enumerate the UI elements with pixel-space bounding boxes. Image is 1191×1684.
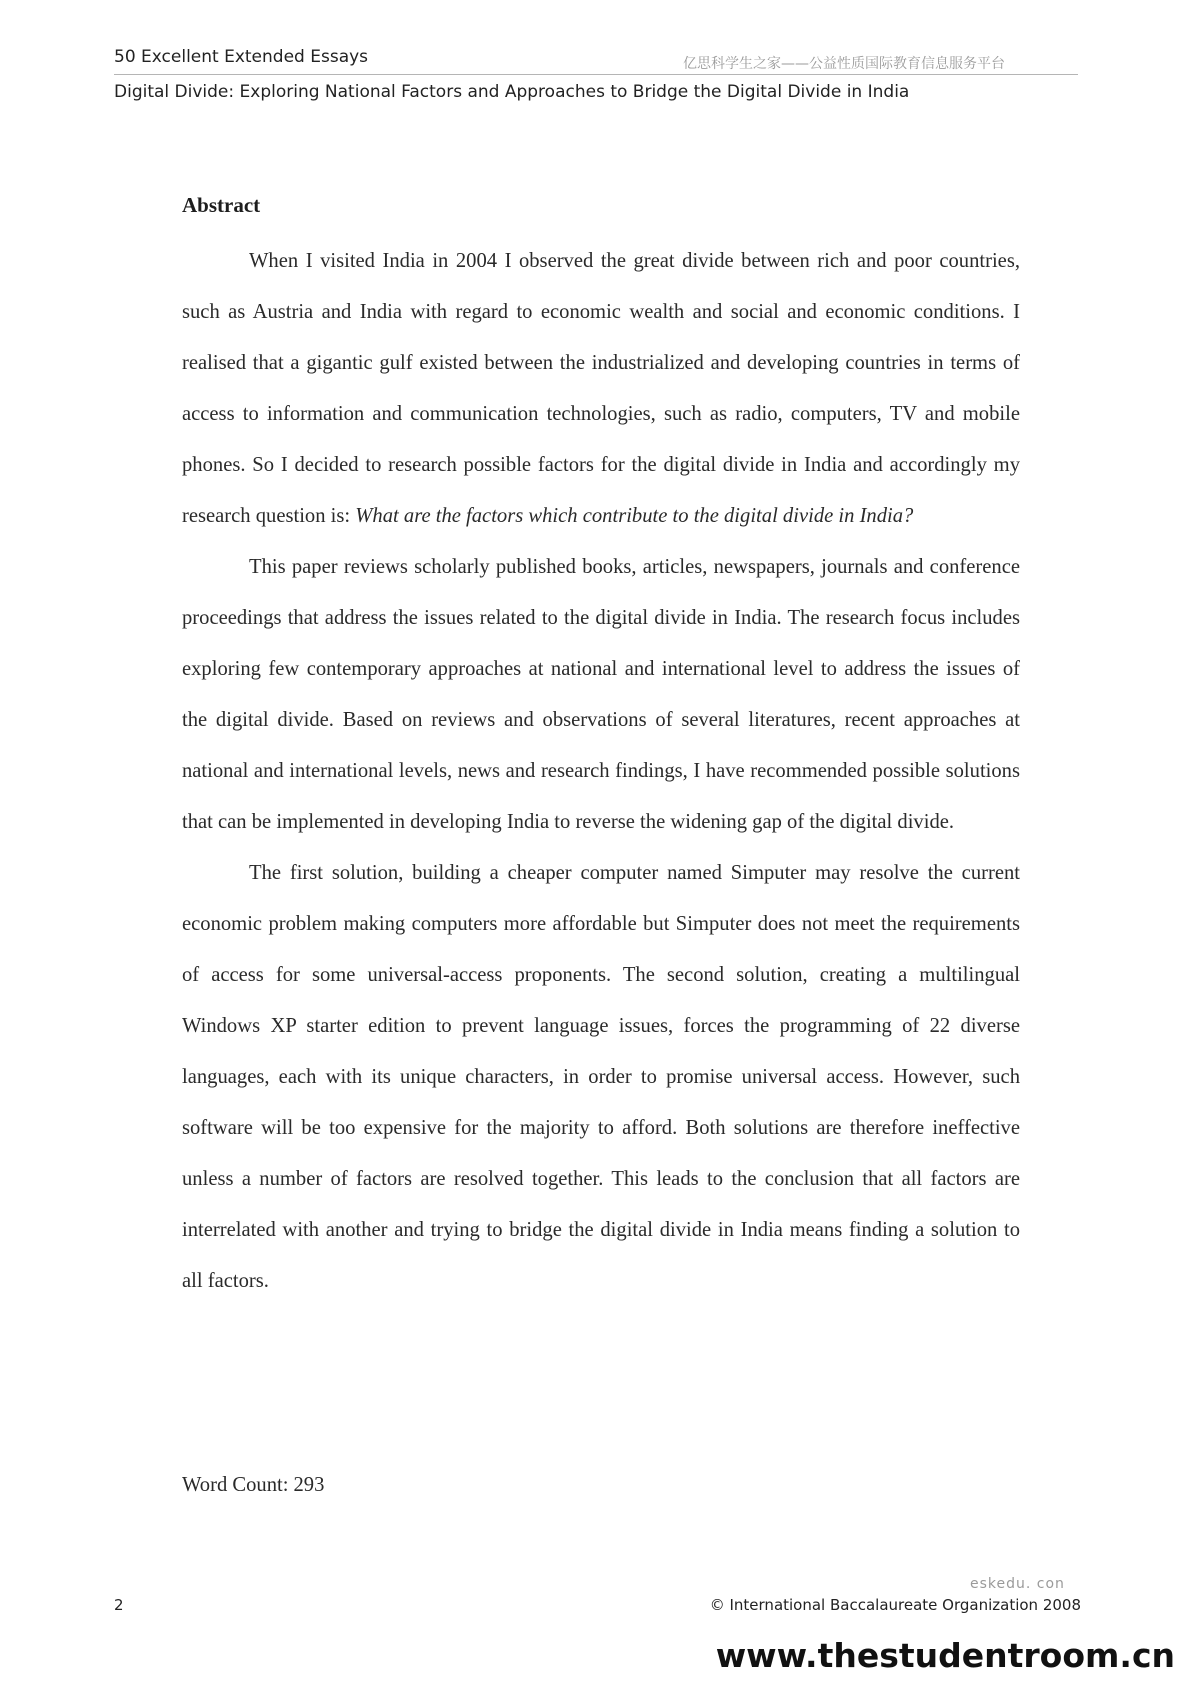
header-divider xyxy=(114,74,1078,75)
header-watermark: 亿思科学生之家——公益性质国际教育信息服务平台 xyxy=(683,56,1005,72)
book-title: 50 Excellent Extended Essays xyxy=(114,47,369,67)
page-number: 2 xyxy=(114,1596,124,1614)
footer-watermark: eskedu. con xyxy=(970,1576,1065,1592)
abstract-heading: Abstract xyxy=(182,193,261,217)
abstract-paragraph-1 xyxy=(182,236,1020,542)
site-watermark: www.thestudentroom.cn xyxy=(715,1636,1175,1675)
paragraph-1-text: When I visited India in 2004 I observed the great divide between rich and poor countries, such as Austria and India with regard to economic wealth and social and economic conditions. I realised that a gigantic gulf existed between the industrialized and developing countries in terms of access to information and communication technologies, such as radio, computers, TV and mobile phones. So I decided to research possible factors for the digital divide in India and accordingly my research question is: xyxy=(182,250,1020,527)
abstract-paragraph-2: This paper reviews scholarly published books, articles, newspapers, journals and conference proceedings that address the issues related to the digital divide in India. The research focus includes exploring few contemporary approaches at national and international level to address the issues of the digital divide. Based on reviews and observations of several literatures, recent approaches at national and international levels, news and research findings, I have recommended possible solutions that can be implemented in developing India to reverse the widening gap of the digital divide. xyxy=(182,556,1020,833)
word-count-value: 293 xyxy=(293,1474,325,1496)
essay-title: Digital Divide: Exploring National Factors and Approaches to Bridge the Digital Divide in India xyxy=(114,82,910,102)
word-count-label: Word Count: xyxy=(182,1474,289,1496)
abstract-body xyxy=(182,236,1020,1307)
copyright-notice: © International Baccalaureate Organization 2008 xyxy=(709,1596,1081,1614)
research-question: What are the factors which contribute to the digital divide in India? xyxy=(355,505,914,527)
abstract-paragraph-3: The first solution, building a cheaper computer named Simputer may resolve the current economic problem making computers more affordable but Simputer does not meet the requirements of access for some universal-access proponents. The second solution, creating a multilingual Windows XP starter edition to prevent language issues, forces the programming of 22 diverse languages, each with its unique characters, in order to promise universal access. However, such software will be too expensive for the majority to afford. Both solutions are therefore ineffective unless a number of factors are resolved together. This leads to the conclusion that all factors are interrelated with another and trying to bridge the digital divide in India means finding a solution to all factors. xyxy=(182,862,1020,1292)
word-count xyxy=(182,1474,324,1497)
